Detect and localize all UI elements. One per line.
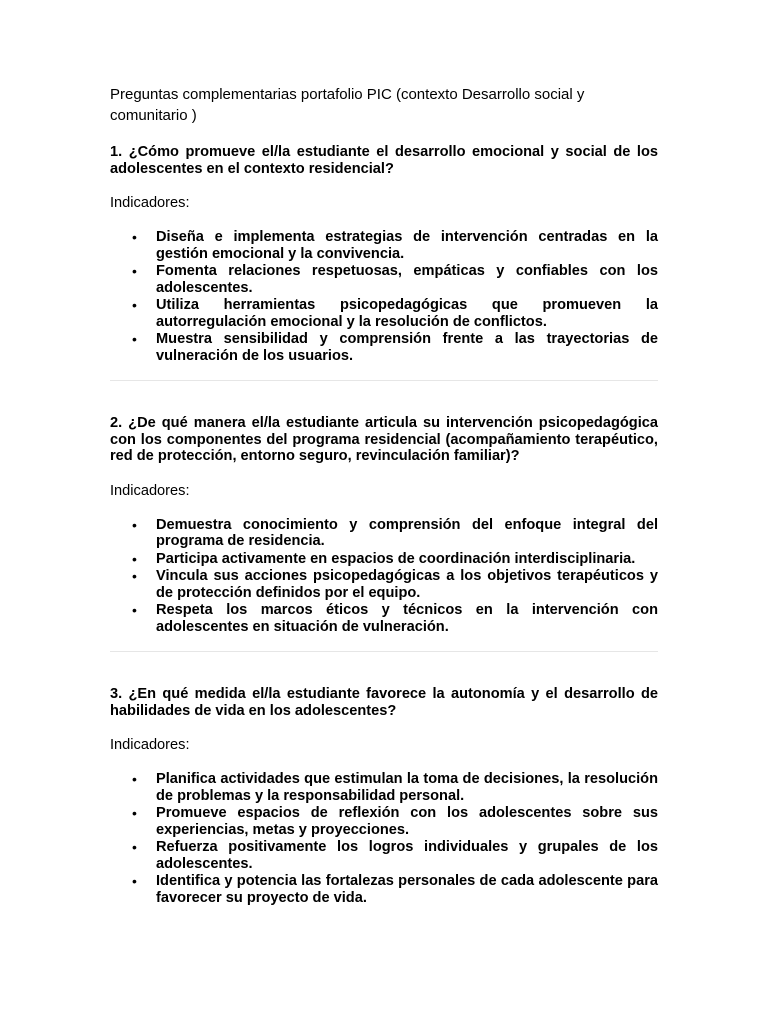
- indicator-text: Promueve espacios de reflexión con los adolescentes sobre sus experiencias, metas y proyecciones.: [156, 805, 658, 838]
- list-item: [132, 550, 658, 568]
- list-item: [132, 331, 658, 364]
- bullet-icon: •: [132, 331, 137, 347]
- bullet-icon: •: [132, 805, 137, 821]
- indicator-text: Participa activamente en espacios de coordinación interdisciplinaria.: [156, 550, 636, 567]
- question-2: 2. ¿De qué manera el/la estudiante articula su intervención psicopedagógica con los componentes del programa residencial (acompañamiento terapéutico, red de protección, entorno seguro, revinculación familiar)?: [110, 415, 658, 464]
- bullet-icon: •: [132, 602, 137, 618]
- indicator-list-2: [110, 517, 658, 636]
- bullet-icon: •: [132, 771, 137, 787]
- document-title: Preguntas complementarias portafolio PIC (contexto Desarrollo social y comunitario ): [110, 86, 585, 124]
- list-item: [132, 229, 658, 262]
- document-page: [110, 84, 658, 907]
- indicators-label: Indicadores:: [110, 195, 190, 211]
- question-section-3: [110, 686, 658, 906]
- indicators-label: Indicadores:: [110, 737, 190, 753]
- list-item: [132, 568, 658, 601]
- question-section-2: [110, 415, 658, 635]
- section-divider: [110, 380, 658, 381]
- bullet-icon: •: [132, 568, 137, 584]
- indicator-text: Vincula sus acciones psicopedagógicas a los objetivos terapéuticos y de protección definidos por el equipo.: [156, 568, 658, 601]
- bullet-icon: •: [132, 263, 137, 279]
- indicator-text: Demuestra conocimiento y comprensión del enfoque integral del programa de residencia.: [156, 516, 658, 549]
- indicator-text: Identifica y potencia las fortalezas personales de cada adolescente para favorecer su proyecto de vida.: [156, 873, 658, 906]
- indicator-text: Planifica actividades que estimulan la toma de decisiones, la resolución de problemas y la responsabilidad personal.: [156, 771, 658, 804]
- list-item: [132, 771, 658, 804]
- list-item: [132, 839, 658, 872]
- list-item: [132, 263, 658, 296]
- bullet-icon: •: [132, 550, 137, 567]
- indicator-text: Fomenta relaciones respetuosas, empáticas y confiables con los adolescentes.: [156, 263, 658, 296]
- indicators-label: Indicadores:: [110, 482, 190, 499]
- question-1: 1. ¿Cómo promueve el/la estudiante el desarrollo emocional y social de los adolescentes en el contexto residencial?: [110, 144, 658, 177]
- list-item: [132, 873, 658, 906]
- bullet-icon: •: [132, 229, 137, 245]
- bullet-icon: •: [132, 297, 137, 313]
- bullet-icon: •: [132, 516, 137, 533]
- indicator-text: Respeta los marcos éticos y técnicos en la intervención con adolescentes en situación de vulneración.: [156, 602, 658, 635]
- list-item: [132, 602, 658, 635]
- bullet-icon: •: [132, 839, 137, 855]
- list-item: [132, 516, 658, 550]
- indicator-list-3: [110, 771, 658, 906]
- list-item: [132, 805, 658, 838]
- indicator-text: Diseña e implementa estrategias de intervención centradas en la gestión emocional y la convivencia.: [156, 229, 658, 262]
- section-divider: [110, 651, 658, 652]
- bullet-icon: •: [132, 873, 137, 889]
- question-3: 3. ¿En qué medida el/la estudiante favorece la autonomía y el desarrollo de habilidades de vida en los adolescentes?: [110, 686, 658, 719]
- indicator-list-1: [110, 229, 658, 364]
- list-item: [132, 297, 658, 330]
- question-section-1: [110, 144, 658, 364]
- indicator-text: Refuerza positivamente los logros individuales y grupales de los adolescentes.: [156, 839, 658, 872]
- indicator-text: Muestra sensibilidad y comprensión frente a las trayectorias de vulneración de los usuarios.: [156, 331, 658, 364]
- indicator-text: Utiliza herramientas psicopedagógicas que promueven la autorregulación emocional y la resolución de conflictos.: [156, 297, 658, 330]
